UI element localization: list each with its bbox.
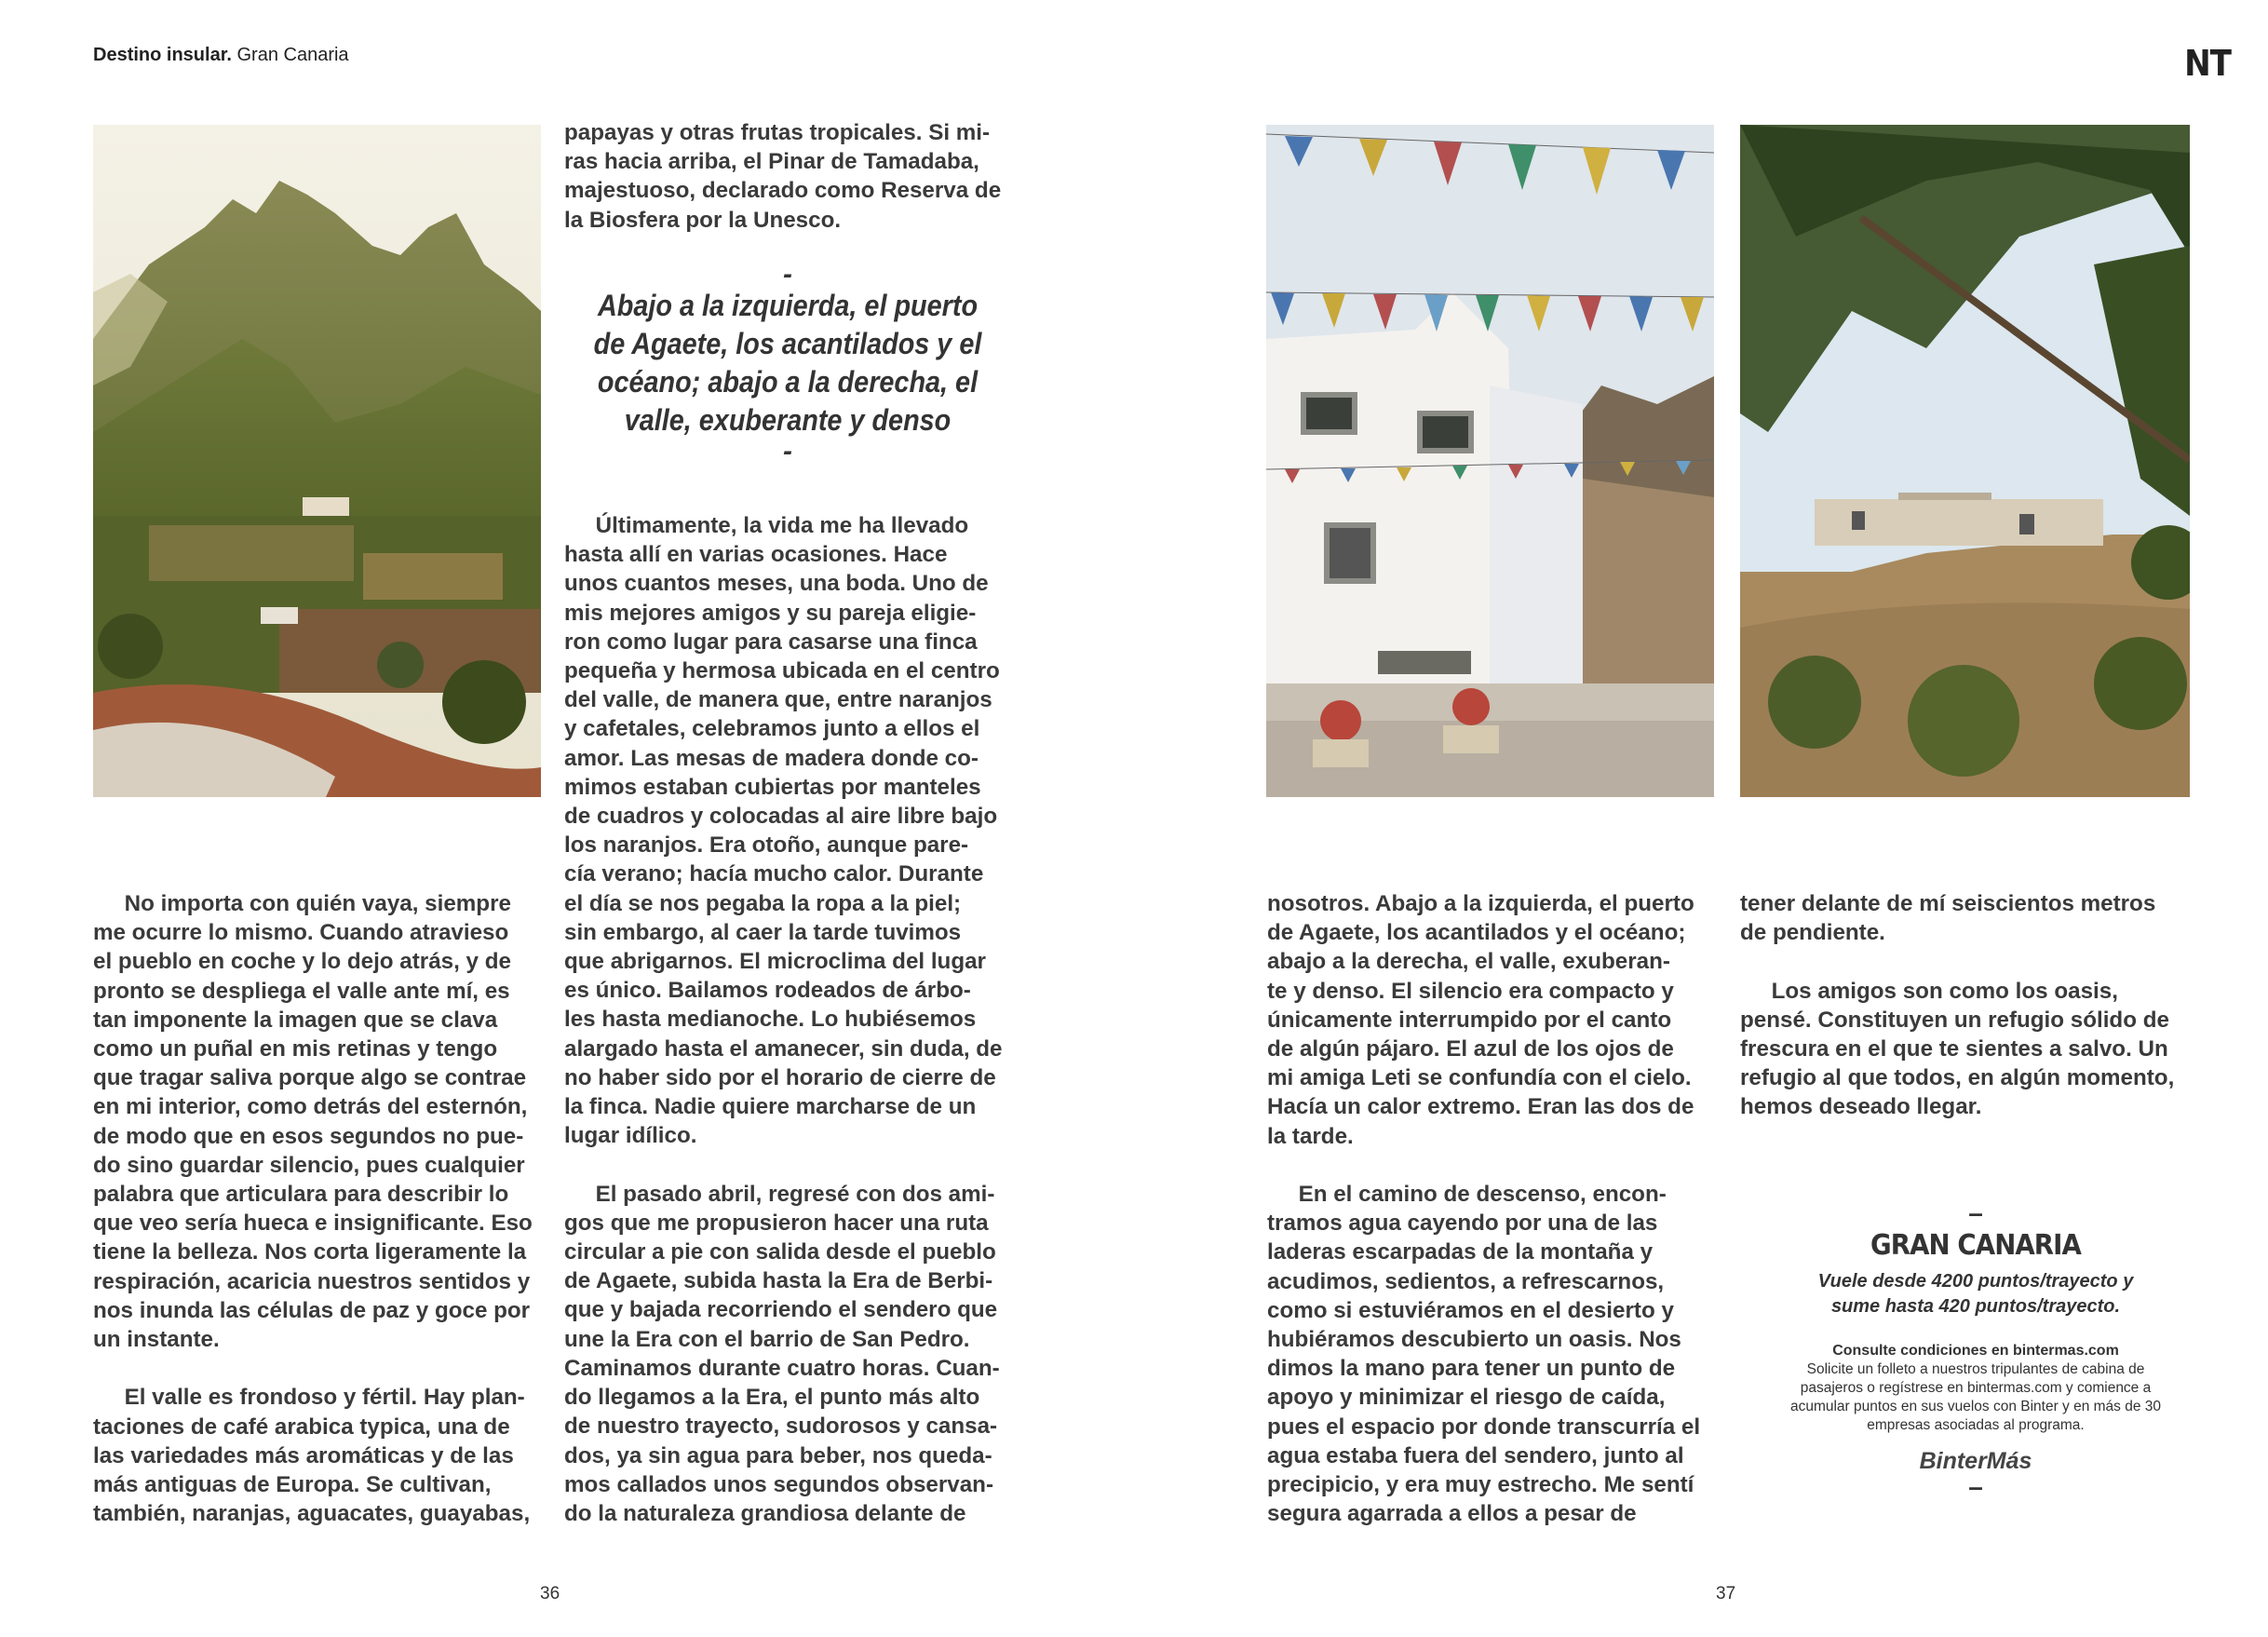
- column-3-text: nosotros. Abajo a la izquierda, el puerto de Agaete, los acantilados y el océano; abajo a la derecha, el valle, exuberan- te y denso. El silencio era compacto y únicamente interrumpido por el canto de algún pájaro. El azul de los ojos de mi amiga Leti se confundía con el cielo. Hacía un calor extremo. Eran las dos de la tarde. En el camino de descenso, encon- tramos agua cayendo por una de las laderas escarpadas de la montaña y acudimos, sedientos, a refrescarnos, como si estuviéramos en el desierto y hubiéramos descubierto un oasis. Nos dimos la mano para tener un punto de apoyo y minimizar el riesgo de caída, pues el espacio por donde transcurría el agua estaba fuera del sendero, junto al precipicio, y era muy estrecho. Me sentí segura agarrada a ellos a pesar de: [1267, 891, 1701, 1527]
- column-2-intro-text: papayas y otras frutas tropicales. Si mi- ras hacia arriba, el Pinar de Tamadaba, majestuoso, declarado como Reserva de la Biosfera por la Unesco.: [564, 120, 1002, 233]
- place-label: Gran Canaria: [236, 45, 349, 65]
- section-label: Destino insular.: [93, 45, 232, 65]
- quote-dash-bottom: -: [783, 436, 792, 467]
- mountain-valley-photo: [93, 125, 541, 797]
- column-1-text: No importa con quién vaya, siempre me ocurre lo mismo. Cuando atravieso el pueblo en coche y lo dejo atrás, y de pronto se despliega el valle ante mí, es tan imponente la imagen que se clava como un puñal en mis retinas y tengo que tragar saliva porque algo se contrae en mi interior, como detrás del esternón, de modo que en esos segundos no pue- do sino guardar silencio, pues cualquier palabra que articulara para describir lo que veo sería hueca e insignificante. Eso tiene la belleza. Nos corta ligeramente la respiración, acaricia nuestros sentidos y nos inunda las células de paz y goce por un instante. El valle es frondoso y fértil. Hay plan- taciones de café arabica typica, una de las variedades más aromáticas y de las más antiguas de Europa. Se cultivan, también, naranjas, aguacates, guayabas,: [93, 891, 533, 1527]
- promo-fineprint: Solicite un folleto a nuestros tripulantes de cabina de pasajeros o regístrese en bintermas.com y comience a acumular puntos en sus vuelos con Binter y en más de 30 empresas asociadas al programa.: [1789, 1361, 2162, 1433]
- promo-title: GRAN CANARIA: [1870, 1229, 2081, 1262]
- promo-subtitle: Vuele desde 4200 puntos/trayecto y sume hasta 420 puntos/trayecto.: [1817, 1271, 2134, 1317]
- promo-bar-bottom: –: [1968, 1472, 1983, 1501]
- column-4-text: tener delante de mí seiscientos metros de pendiente. Los amigos son como los oasis, pensé. Constituyen un refugio sólido de frescura en el que te sientes a salvo. Un refugio al que todos, en algún momento, hemos deseado llegar.: [1740, 891, 2175, 1120]
- pine-house-photo: [1740, 125, 2190, 797]
- pull-quote: [564, 259, 1011, 467]
- promo-bar-top: –: [1968, 1198, 1983, 1227]
- quote-dash-top: -: [783, 259, 792, 290]
- binter-promo: [1743, 1198, 2208, 1501]
- quote-text: Abajo a la izquierda, el puerto de Agaete, los acantilados y el océano; abajo a la derecha, el valle, exuberante y denso: [593, 289, 982, 437]
- magazine-logo: NT: [2184, 43, 2231, 84]
- column-2-text: Últimamente, la vida me ha llevado hasta allí en varias ocasiones. Hace unos cuantos meses, una boda. Uno de mis mejores amigos y su pareja eligie- ron como lugar para casarse una finca pequeña y hermosa ubicada en el centro del valle, de manera que, entre naranjos y cafetales, celebramos junto a ellos el amor. Las mesas de madera donde co- mimos estaban cubiertas por manteles de cuadros y colocadas al aire libre bajo los naranjos. Era otoño, aunque pare- cía verano; hacía mucho calor. Durante el día se nos pegaba la ropa a la piel; sin embargo, al caer la tarde tuvimos que abrigarnos. El microclima del lugar es único. Bailamos rodeados de árbo- les hasta medianoche. Lo hubiésemos alargado hasta el amanecer, sin duda, de no haber sido por el horario de cierre de la finca. Nadie quiere marcharse de un lugar idílico. El pasado abril, regresé con dos ami- gos que me propusieron hacer una ruta circular a pie con salida desde el pueblo de Agaete, subida hasta la Era de Berbi- que y bajada recorriendo el sendero que une la Era con el barrio de San Pedro. Caminamos durante cuatro horas. Cuan- do llegamos a la Era, el punto más alto de nuestro trayecto, sudorosos y cansa- dos, ya sin agua para beber, nos queda- mos callados unos segundos observan- do la naturaleza grandiosa delante de: [564, 513, 1003, 1526]
- page-number-right: 37: [1716, 1584, 1736, 1603]
- page-number-left: 36: [540, 1584, 560, 1603]
- promo-brand: BinterMás: [1919, 1448, 2032, 1474]
- running-header: [93, 45, 349, 66]
- promo-conditions: Consulte condiciones en bintermas.com: [1832, 1343, 2119, 1359]
- bunting-street-photo: [1266, 125, 1714, 797]
